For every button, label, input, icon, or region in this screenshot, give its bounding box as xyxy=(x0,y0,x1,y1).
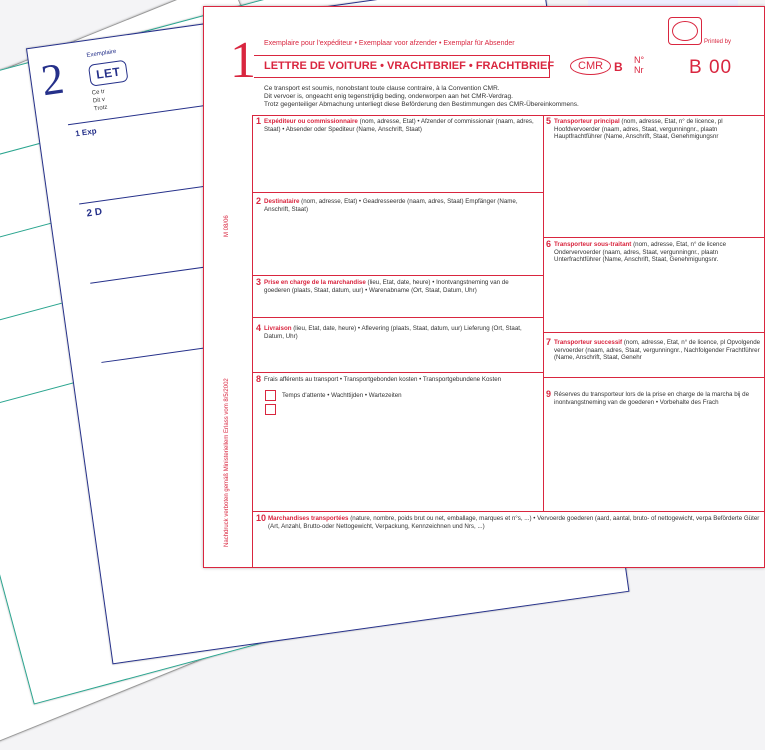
field-7-successive-carrier[interactable]: 7 Transporteur successif (nom, adresse, Etat, n° de licence, pl Opvolgende vervoerder (naam, adres, Staat, vergunningnr., Nachfolgender Frachtführer (Name, Anschrift, Staat, Genehr xyxy=(546,337,761,361)
field-label: 1 Exp xyxy=(74,126,98,139)
convention-line: Dit vervoer is, ongeacht enig tegenstrijdig beding, onderworpen aan het CMR-Verdrag. xyxy=(264,93,513,100)
sheet-title: LET xyxy=(88,60,129,87)
document-title: LETTRE DE VOITURE • VRACHTBRIEF • FRACHTBRIEF xyxy=(264,60,555,72)
field-10-goods[interactable]: 10 Marchandises transportées (nature, nombre, poids brut ou net, emballage, marques et n°s, ...) • Vervoerde goederen (aard, aantal, bruto- of nettogewicht, verpa Beförderte Güter (Art, Anzahl, Brutto-oder Nettogewicht, Verpackung, Kennzeichnen und Nrs, ...) xyxy=(256,513,760,530)
logo-icon xyxy=(668,17,702,45)
convention-line: Trotz gegenteiliger Abmachung unterliegt diese Beförderung den Bestimmungen des CMR-Übereinkommens. xyxy=(264,101,579,108)
number-label: N° Nr xyxy=(634,55,645,75)
sheet-number: 2 xyxy=(38,53,67,106)
copy-number: 1 xyxy=(230,32,256,89)
serial-number: B 00 xyxy=(689,57,733,78)
checkbox-waiting[interactable] xyxy=(265,390,276,401)
convention-line: Ce transport est soumis, nonobstant toute clause contraire, à la Convention CMR. xyxy=(264,85,500,92)
field-6-subcontractor[interactable]: 6 Transporteur sous-traitant (nom, adresse, Etat, n° de licence Ondervervoerder (naam, adres, Staat, vergunningnr., plaatn Unterfrachtführer (Name, Anschrift, Staat, Genehmigungsnr. xyxy=(546,239,727,263)
series-letter: B xyxy=(614,60,623,74)
text-line: Ce tr xyxy=(91,88,106,97)
checkbox-extra[interactable] xyxy=(265,404,276,415)
side-form-ref: M 08/06 xyxy=(224,215,230,237)
field-5-carrier[interactable]: 5 Transporteur principal (nom, adresse, Etat, n° de licence, pl Hoofdvervoerder (naam, adres, Staat, vergunningnr., plaatn Hauptfrachtführer (Name, Anschrift, Staat, Genehmigungsnr xyxy=(546,116,723,140)
field-label: 2 D xyxy=(85,206,103,220)
field-3-taking-over[interactable]: 3 Prise en charge de la marchandise (lieu, Etat, date, heure) • Inontvangstneming van de goederen (plaats, Staat, datum, uur) • Warenabname (Ort, Staat, Datum, Uhr) xyxy=(256,277,509,294)
field-1-sender[interactable]: 1 Expéditeur ou commissionnaire (nom, adresse, Etat) • Afzender of commissionair (naam, adres, Staat) • Absender oder Spediteur (Name, Anschrift, Staat) xyxy=(256,116,534,133)
text-line: Dit v xyxy=(92,96,106,105)
field-9-reservations[interactable]: 9 Réserves du transporteur lors de la prise en charge de la marcha bij de inontvangstneming van de goederen • Vorbehalte des Frach xyxy=(546,389,750,406)
printed-by: Printed by xyxy=(704,39,732,45)
copy-line: Exemplaire pour l'expéditeur • Exemplaar voor afzender • Exemplar für Absender xyxy=(264,40,515,47)
field-8-costs[interactable]: 8 Frais afférents au transport • Transportgebonden kosten • Transportgebundene Kosten xyxy=(256,374,502,384)
field-4-delivery[interactable]: 4 Livraison (lieu, Etat, date, heure) • Aflevering (plaats, Staat, datum, uur) Lieferung (Ort, Staat, Datum, Uhr) xyxy=(256,323,522,340)
side-legal-text: Nachdruck verboten gemäß Ministeriellem Erlass vom 8/5/2002 xyxy=(224,378,230,547)
field-2-consignee[interactable]: 2 Destinataire (nom, adresse, Etat) • Geadresseerde (naam, adres, Staat) Empfänger (Name, Anschrift, Staat) xyxy=(256,196,518,213)
waiting-label: Temps d'attente • Wachttijden • Wartezeiten xyxy=(282,392,402,399)
sheet-copy-1 xyxy=(203,6,765,568)
copy-line: Exemplaire xyxy=(86,48,117,59)
text-line: Trotz xyxy=(93,104,108,113)
cmr-badge: CMR xyxy=(570,57,611,75)
